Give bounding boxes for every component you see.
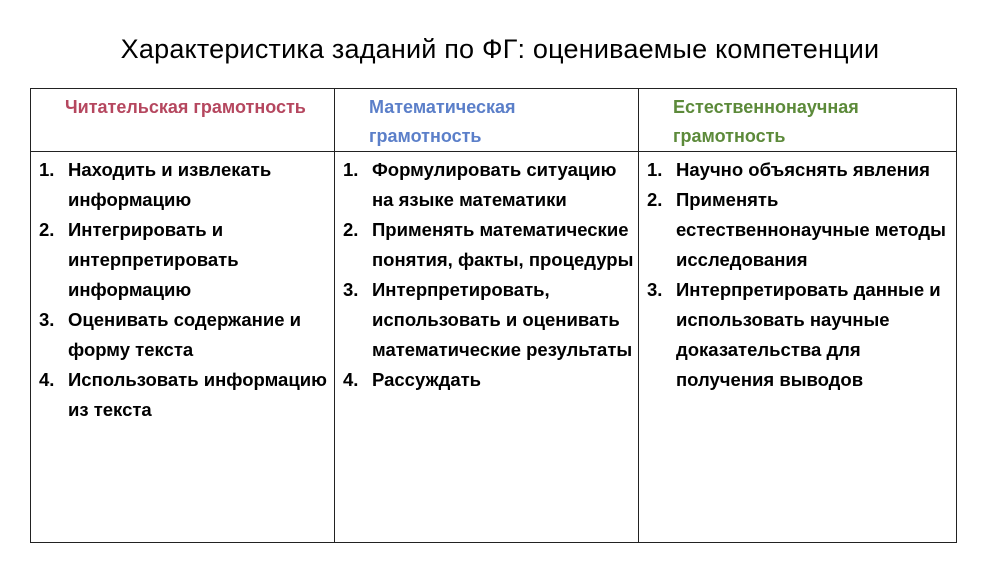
- table-header-row: [31, 89, 957, 152]
- header-reading-literacy: Читательская грамотность: [31, 89, 335, 152]
- item-text: Интегрировать и интерпретировать информацию: [68, 219, 239, 300]
- header-science-literacy: Естественнонаучная грамотность: [639, 89, 957, 152]
- item-text: Научно объяснять явления: [676, 159, 930, 180]
- math-literacy-cell: [335, 152, 639, 543]
- header-math-literacy: Математическая грамотность: [335, 89, 639, 152]
- list-item: [31, 215, 330, 305]
- item-number: 4.: [39, 369, 55, 390]
- item-number: 2.: [39, 219, 55, 240]
- item-text: Формулировать ситуацию на языке математики: [372, 159, 617, 210]
- list-item: [335, 275, 634, 365]
- reading-competency-list: [31, 155, 330, 425]
- list-item: [335, 155, 634, 215]
- item-text: Использовать информацию из текста: [68, 369, 327, 420]
- item-text: Рассуждать: [372, 369, 482, 390]
- item-number: 1.: [39, 159, 55, 180]
- list-item: [31, 365, 330, 425]
- item-number: 3.: [647, 279, 663, 300]
- competencies-table: [30, 88, 957, 543]
- item-text: Применять естественнонаучные методы исследования: [676, 189, 946, 270]
- slide-title: Характеристика заданий по ФГ: оцениваемые компетенции: [120, 34, 880, 64]
- list-item: [31, 155, 330, 215]
- reading-literacy-cell: [31, 152, 335, 543]
- item-number: 4.: [343, 369, 359, 390]
- list-item: [335, 365, 634, 395]
- item-text: Применять математические понятия, факты, процедуры: [372, 219, 634, 270]
- item-number: 1.: [647, 159, 663, 180]
- list-item: [31, 305, 330, 365]
- item-number: 3.: [39, 309, 55, 330]
- item-text: Интерпретировать данные и использовать научные доказательства для получения выводов: [676, 279, 941, 390]
- item-number: 2.: [343, 219, 359, 240]
- item-text: Оценивать содержание и форму текста: [68, 309, 302, 360]
- item-text: Находить и извлекать информацию: [68, 159, 272, 210]
- item-text: Интерпретировать, использовать и оценивать математические результаты: [372, 279, 633, 360]
- science-literacy-cell: [639, 152, 957, 543]
- item-number: 1.: [343, 159, 359, 180]
- science-competency-list: [639, 155, 952, 395]
- list-item: [639, 155, 952, 185]
- item-number: 3.: [343, 279, 359, 300]
- item-number: 2.: [647, 189, 663, 210]
- list-item: [639, 275, 952, 395]
- math-competency-list: [335, 155, 634, 395]
- list-item: [335, 215, 634, 275]
- table-body-row: [31, 152, 957, 543]
- list-item: [639, 185, 952, 275]
